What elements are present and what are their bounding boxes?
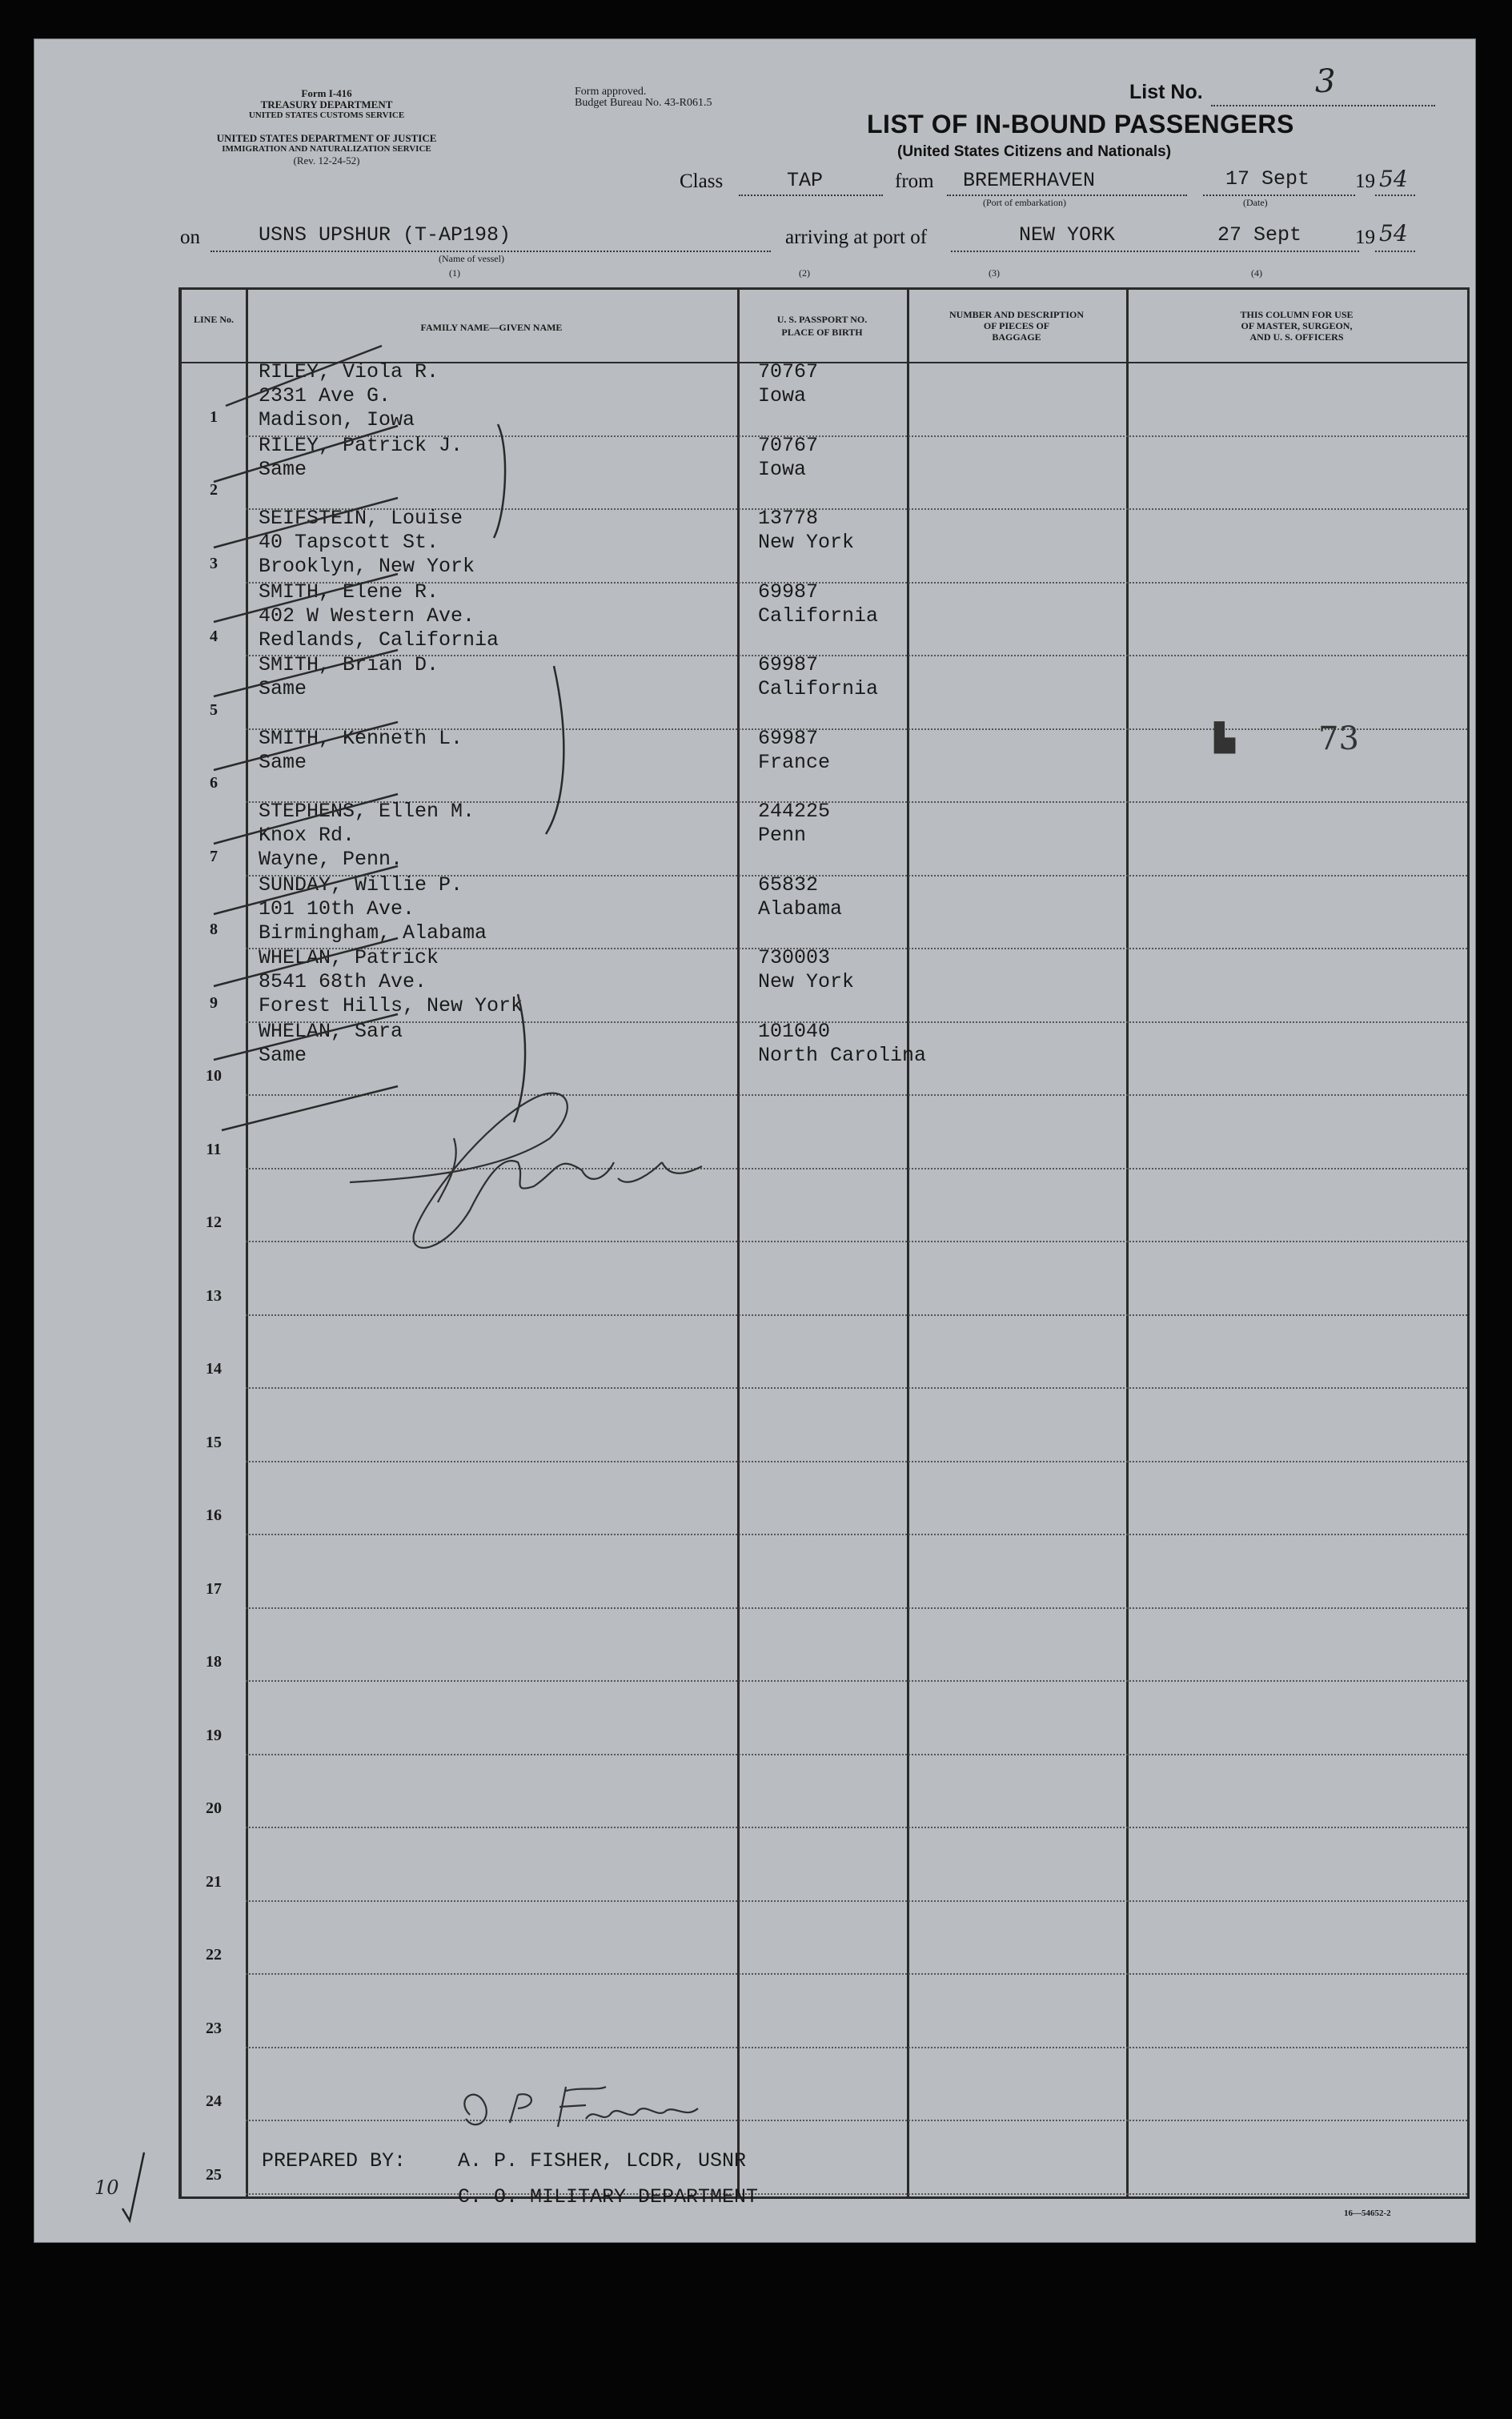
officer-signature bbox=[350, 1093, 702, 1248]
passenger-address-line: 8541 68th Ave. bbox=[259, 970, 427, 993]
passenger-address-line: Forest Hills, New York bbox=[259, 994, 523, 1017]
preparer-department: C. O. MILITARY DEPARTMENT bbox=[458, 2185, 759, 2208]
line-number: 6 bbox=[210, 774, 218, 792]
check-mark bbox=[214, 650, 398, 696]
line-number: 11 bbox=[206, 1140, 222, 1158]
rev-date: (Rev. 12-24-52) bbox=[293, 154, 360, 166]
header-passport: U. S. PASSPORT NO. bbox=[776, 314, 868, 325]
form-number: Form I-416 bbox=[301, 87, 352, 99]
passenger-address-line: 402 W Western Ave. bbox=[259, 604, 475, 628]
place-of-birth: California bbox=[758, 677, 879, 700]
arrival-year-prefix: 19 bbox=[1355, 227, 1375, 248]
place-of-birth: Iowa bbox=[758, 457, 807, 481]
arrival-line bbox=[951, 251, 1359, 252]
check-mark bbox=[214, 794, 398, 844]
handwritten-marks bbox=[182, 290, 1467, 2196]
margin-check bbox=[118, 2144, 150, 2224]
check-mark bbox=[222, 1086, 398, 1130]
line-number: 8 bbox=[210, 921, 218, 938]
col-num-4: (4) bbox=[1251, 267, 1262, 279]
line-number: 2 bbox=[210, 481, 218, 499]
passenger-address-line: Same bbox=[259, 1043, 307, 1067]
line-number: 25 bbox=[206, 2165, 222, 2184]
passport-number: 69987 bbox=[758, 726, 819, 750]
passenger-name: RILEY, Viola R. bbox=[259, 360, 439, 383]
departure-date: 17 Sept bbox=[1225, 167, 1310, 191]
footer-code: 16—54652-2 bbox=[1344, 2208, 1391, 2218]
passenger-address-line: Knox Rd. bbox=[259, 824, 355, 847]
line-number: 23 bbox=[206, 2019, 222, 2037]
vessel-caption: (Name of vessel) bbox=[439, 253, 504, 264]
check-mark bbox=[214, 938, 398, 986]
line-number: 10 bbox=[206, 1067, 222, 1085]
header-baggage-3: BAGGAGE bbox=[992, 331, 1041, 343]
header-officers-1: THIS COLUMN FOR USE bbox=[1240, 309, 1354, 320]
class-line bbox=[739, 195, 883, 196]
list-no-line bbox=[1211, 105, 1435, 106]
passenger-address-line: Same bbox=[259, 750, 307, 774]
budget-bureau: Budget Bureau No. 43-R061.5 bbox=[575, 97, 712, 109]
margin-note: 10 bbox=[94, 2176, 119, 2199]
check-mark bbox=[214, 866, 398, 914]
line-number: 14 bbox=[206, 1360, 222, 1378]
line-number: 9 bbox=[210, 993, 218, 1012]
passport-number: 69987 bbox=[758, 653, 819, 676]
passport-number: 730003 bbox=[758, 946, 831, 969]
passenger-address-line: Madison, Iowa bbox=[259, 408, 415, 431]
passenger-name: SMITH, Kenneth L. bbox=[259, 726, 463, 750]
line-number: 4 bbox=[210, 628, 218, 645]
form-sheet bbox=[34, 38, 1476, 2243]
line-number: 17 bbox=[206, 1579, 222, 1598]
passport-number: 69987 bbox=[758, 580, 819, 604]
year-prefix: 19 bbox=[1355, 170, 1375, 192]
passenger-table bbox=[178, 287, 1470, 2208]
header-line-no: LINE No. bbox=[193, 314, 234, 325]
passenger-name: WHELAN, Patrick bbox=[259, 946, 439, 969]
passenger-address-line: 101 10th Ave. bbox=[259, 897, 415, 921]
passenger-address-line: Brooklyn, New York bbox=[259, 555, 475, 578]
officer-mark: ▙ bbox=[1214, 722, 1236, 754]
line-number: 18 bbox=[206, 1653, 222, 1671]
dept-treasury: TREASURY DEPARTMENT bbox=[260, 98, 393, 110]
line-number: 12 bbox=[206, 1214, 222, 1231]
page-subtitle: (United States Citizens and Nationals) bbox=[897, 143, 1172, 160]
dept-justice: UNITED STATES DEPARTMENT OF JUSTICE bbox=[216, 132, 437, 144]
passenger-name: RILEY, Patrick J. bbox=[259, 433, 463, 457]
family-bracket bbox=[494, 424, 505, 538]
passport-number: 244225 bbox=[758, 800, 831, 823]
line-number: 22 bbox=[206, 1946, 222, 1964]
on-label: on bbox=[180, 227, 200, 248]
col-num-1: (1) bbox=[449, 267, 460, 279]
line-number: 19 bbox=[206, 1726, 222, 1744]
list-no-label: List No. bbox=[1129, 81, 1203, 103]
form-approved: Form approved. bbox=[575, 86, 647, 98]
passenger-address-line: Same bbox=[259, 457, 307, 481]
date-line bbox=[1203, 195, 1355, 196]
place-of-birth: Iowa bbox=[758, 384, 807, 407]
preparer-signature bbox=[464, 2087, 698, 2127]
list-no-value: 3 bbox=[1315, 63, 1336, 100]
place-of-birth: New York bbox=[758, 970, 855, 993]
passenger-address-line: Same bbox=[259, 677, 307, 700]
passenger-name: SEIFSTEIN, Louise bbox=[259, 507, 463, 530]
passenger-address-line: Redlands, California bbox=[259, 628, 499, 652]
page-title: LIST OF IN-BOUND PASSENGERS bbox=[867, 110, 1294, 138]
col-num-2: (2) bbox=[799, 267, 810, 279]
place-of-birth: California bbox=[758, 604, 879, 628]
from-label: from bbox=[895, 170, 934, 192]
line-number: 21 bbox=[206, 1872, 222, 1891]
line-number: 16 bbox=[206, 1506, 222, 1524]
embark-port: BREMERHAVEN bbox=[963, 169, 1096, 192]
passenger-name: WHELAN, Sara bbox=[259, 1019, 403, 1043]
header-baggage-1: NUMBER AND DESCRIPTION bbox=[949, 309, 1085, 320]
dept-customs: UNITED STATES CUSTOMS SERVICE bbox=[248, 110, 405, 120]
header-officers-2: OF MASTER, SURGEON, bbox=[1241, 320, 1353, 331]
vessel-name: USNS UPSHUR (T-AP198) bbox=[259, 223, 511, 247]
arrival-date: 27 Sept bbox=[1217, 223, 1302, 247]
preparer-name: A. P. FISHER, LCDR, USNR bbox=[458, 2149, 747, 2172]
header-officers-3: AND U. S. OFFICERS bbox=[1249, 331, 1344, 343]
passenger-name: SMITH, Elene R. bbox=[259, 580, 439, 604]
class-value: TAP bbox=[787, 169, 824, 192]
place-of-birth: Alabama bbox=[758, 897, 843, 921]
header-birthplace: PLACE OF BIRTH bbox=[781, 327, 863, 338]
place-of-birth: North Carolina bbox=[758, 1043, 927, 1067]
line-number: 3 bbox=[210, 554, 218, 572]
passenger-address-line: Wayne, Penn. bbox=[259, 848, 403, 871]
check-mark bbox=[214, 426, 398, 482]
line-number: 7 bbox=[210, 847, 218, 865]
class-label: Class bbox=[680, 170, 724, 192]
line-number: 20 bbox=[206, 1799, 222, 1817]
col-num-3: (3) bbox=[989, 267, 1000, 279]
year-line bbox=[1375, 195, 1415, 196]
line-number: 5 bbox=[210, 700, 218, 719]
prepared-by-label: PREPARED BY: bbox=[262, 2149, 407, 2172]
header-baggage-2: OF PIECES OF bbox=[983, 320, 1050, 331]
arrival-year: 54 bbox=[1379, 220, 1408, 247]
dept-ins: IMMIGRATION AND NATURALIZATION SERVICE bbox=[222, 144, 431, 154]
line-number: 1 bbox=[210, 407, 218, 426]
line-number: 13 bbox=[206, 1286, 222, 1305]
passport-number: 70767 bbox=[758, 360, 819, 383]
passenger-name: STEPHENS, Ellen M. bbox=[259, 800, 475, 823]
family-bracket bbox=[546, 666, 563, 834]
check-mark bbox=[214, 574, 398, 622]
arriving-label: arriving at port of bbox=[785, 227, 928, 248]
line-number: 24 bbox=[206, 2092, 222, 2110]
line-number: 15 bbox=[206, 1433, 222, 1451]
passenger-name: SMITH, Brian D. bbox=[259, 653, 439, 676]
passport-number: 101040 bbox=[758, 1019, 831, 1043]
header-name: FAMILY NAME—GIVEN NAME bbox=[420, 322, 563, 333]
passport-number: 13778 bbox=[758, 507, 819, 530]
family-bracket bbox=[514, 994, 525, 1122]
check-mark bbox=[214, 722, 398, 770]
port-caption: (Port of embarkation) bbox=[983, 197, 1066, 208]
arrival-year-line bbox=[1375, 251, 1415, 252]
passenger-address-line: Birmingham, Alabama bbox=[259, 921, 487, 945]
officer-note: 73 bbox=[1318, 720, 1359, 757]
place-of-birth: France bbox=[758, 750, 831, 774]
check-mark bbox=[214, 1014, 398, 1060]
passenger-address-line: 2331 Ave G. bbox=[259, 384, 391, 407]
passport-number: 65832 bbox=[758, 873, 819, 897]
passenger-name: SUNDAY, Willie P. bbox=[259, 873, 463, 897]
passport-number: 70767 bbox=[758, 433, 819, 457]
check-mark bbox=[214, 498, 398, 548]
date-caption: (Date) bbox=[1243, 197, 1268, 208]
arrival-port: NEW YORK bbox=[1019, 223, 1116, 247]
place-of-birth: Penn bbox=[758, 824, 807, 847]
passenger-address-line: 40 Tapscott St. bbox=[259, 531, 439, 554]
place-of-birth: New York bbox=[758, 531, 855, 554]
year-value: 54 bbox=[1379, 166, 1408, 192]
check-mark bbox=[226, 346, 382, 406]
